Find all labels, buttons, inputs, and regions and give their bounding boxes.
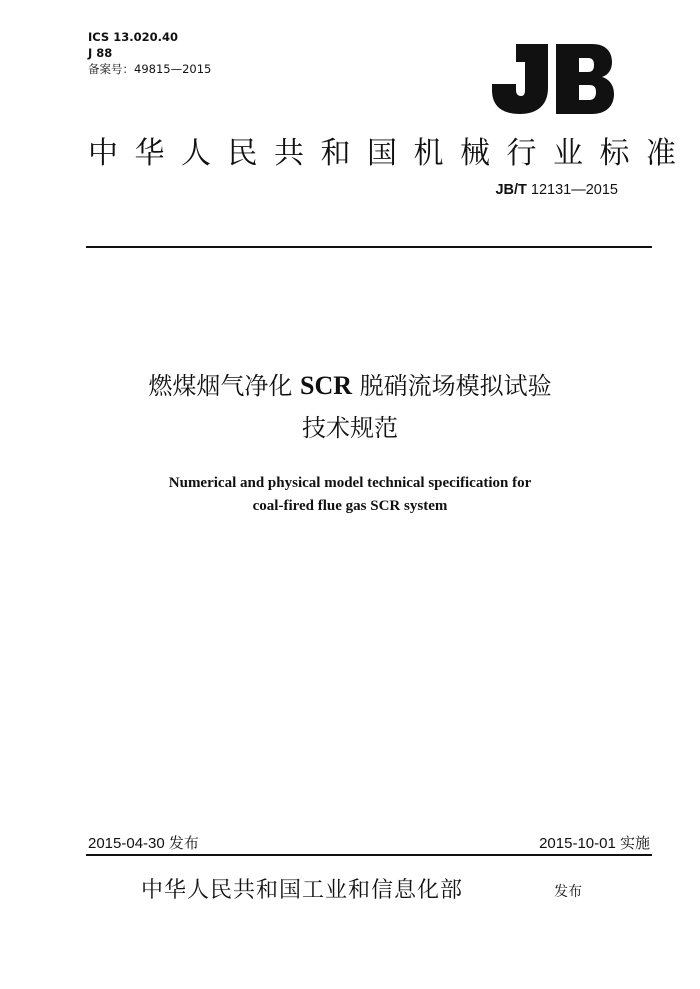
- implementation-date: 2015-10-01 实施: [539, 835, 650, 852]
- title-en-line1: Numerical and physical model technical specification for: [168, 475, 532, 491]
- ics-code: ICS 13.020.40: [88, 30, 178, 44]
- issuer-name: 中华人民共和国工业和信息化部: [141, 878, 464, 903]
- record-number: 备案号：49815—2015: [88, 62, 212, 76]
- org-title: 中华人民共和国机械行业标准: [88, 136, 693, 171]
- top-divider: [86, 246, 652, 248]
- bottom-divider: [86, 854, 652, 856]
- standard-code: 12131—2015: [530, 182, 618, 198]
- title-zh-line2: 技术规范: [302, 414, 398, 442]
- jb-logo: [488, 40, 616, 116]
- title-zh-line1: 燃煤烟气净化 SCR 脱硝流场模拟试验: [148, 371, 552, 400]
- standard-number: [495, 182, 618, 198]
- category-code: J 88: [88, 46, 113, 60]
- title-en-line2: coal-fired flue gas SCR system: [252, 498, 448, 514]
- issuer-suffix: 发布: [554, 884, 582, 900]
- standard-prefix: JB/T: [495, 182, 527, 198]
- issue-date: 2015-04-30 发布: [88, 835, 199, 852]
